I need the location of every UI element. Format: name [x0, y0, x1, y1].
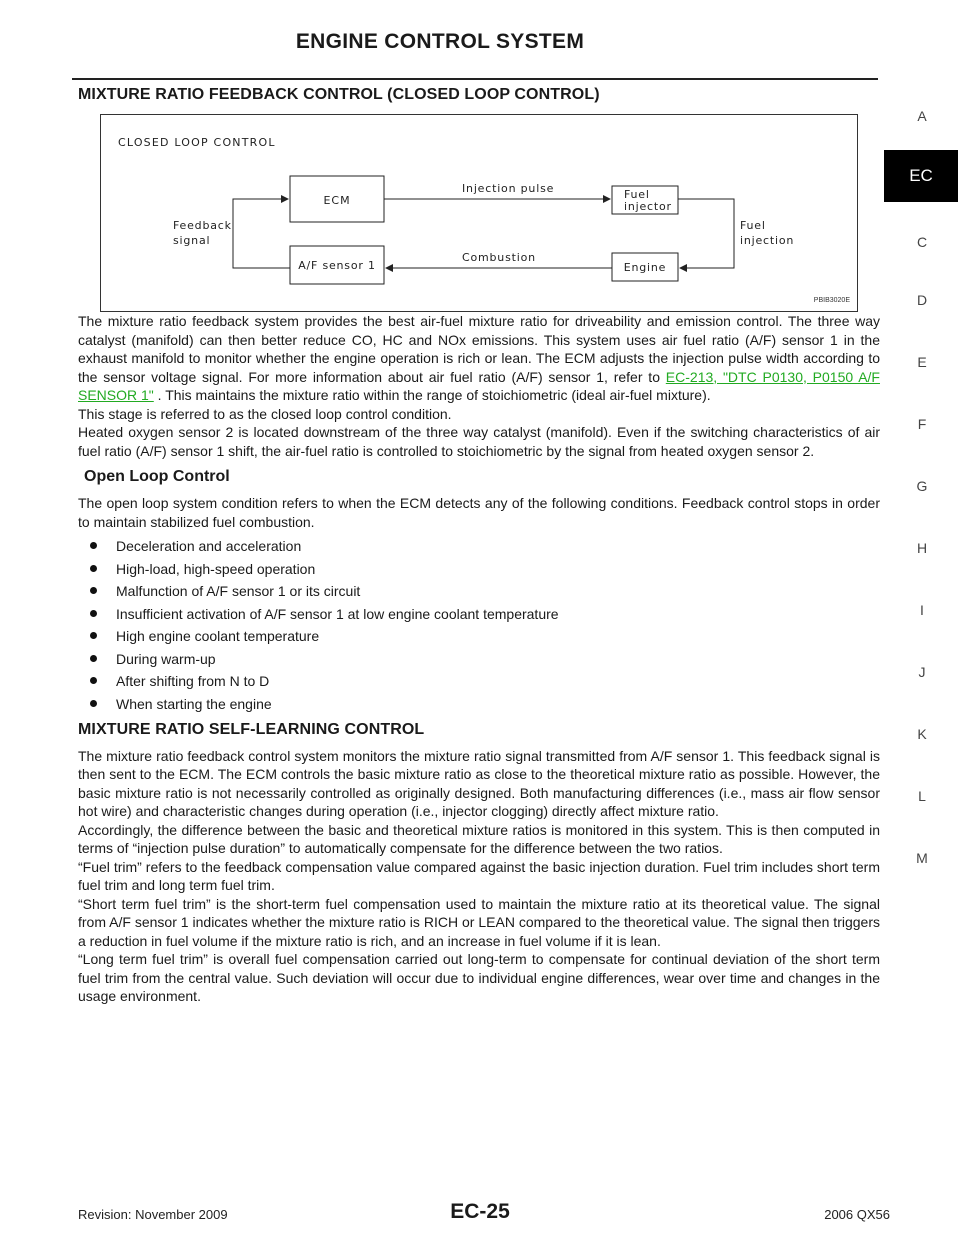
- feedback-label-line1: Feedback: [173, 219, 232, 232]
- injection-pulse-label: Injection pulse: [462, 182, 555, 195]
- index-tab-m[interactable]: M: [916, 850, 928, 866]
- bullet-icon: [90, 632, 97, 639]
- index-tab-d[interactable]: D: [916, 292, 928, 308]
- bullet-icon: [90, 565, 97, 572]
- fuel-injector-label-line1: Fuel: [624, 188, 650, 201]
- list-item-text: High-load, high-speed operation: [116, 560, 316, 577]
- bullet-icon: [90, 542, 97, 549]
- page-header-title: ENGINE CONTROL SYSTEM: [295, 30, 585, 53]
- bullet-icon: [90, 610, 97, 617]
- closed-loop-paragraph-1: [78, 312, 880, 405]
- list-item-text: Insufficient activation of A/F sensor 1 at low engine coolant temperature: [116, 605, 559, 622]
- list-item-text: During warm-up: [116, 650, 216, 667]
- self-learning-paragraph-2: Accordingly, the difference between the basic and theoretical mixture ratios is monitored in this system. This is then computed in terms of “injection pulse duration” to automatically compensate for the difference between the two ratios.: [78, 821, 880, 856]
- list-item-text: High engine coolant temperature: [116, 628, 320, 644]
- self-learning-paragraph-4: “Short term fuel trim” is the short-term fuel compensation used to maintain the mixture ratio at its theoretical value. The signal from A/F sensor 1 indicates whether the mixture ratio is RICH or LEAN compared to the theoretical value. The signal then triggers a reduction in fuel volume if the mixture ratio is rich, and an increase in fuel volume if it is lean.: [78, 895, 880, 949]
- index-tab-g[interactable]: G: [916, 478, 928, 494]
- index-tab-l[interactable]: L: [918, 788, 926, 804]
- ecm-label: ECM: [323, 194, 351, 207]
- list-item: [84, 605, 880, 623]
- index-tab-j[interactable]: J: [918, 664, 926, 680]
- index-tab-ec[interactable]: EC: [884, 150, 958, 202]
- fuel-injection-label-line2: injection: [740, 234, 795, 247]
- feedback-label-line2: signal: [173, 234, 211, 247]
- list-item: [84, 695, 880, 713]
- footer-revision: Revision: November 2009: [78, 1207, 228, 1222]
- diagram-code: PBIB3020E: [813, 297, 850, 304]
- self-learning-paragraph-3: “Fuel trim” refers to the feedback compensation value compared against the basic injection duration. Fuel trim includes short term fuel trim and long term fuel trim.: [78, 858, 880, 893]
- closed-loop-diagram: [100, 114, 858, 312]
- section-heading-closed-loop: MIXTURE RATIO FEEDBACK CONTROL (CLOSED LOOP CONTROL): [78, 86, 600, 103]
- closed-loop-paragraph-3: Heated oxygen sensor 2 is located downstream of the three way catalyst (manifold). Even if the switching characteristics of air fuel ratio (A/F) sensor 1 shift, the air-fuel ratio is controlled to stoichiometric by the signal from heated oxygen sensor 2.: [78, 424, 880, 459]
- bullet-icon: [90, 700, 97, 707]
- list-item: [84, 582, 880, 600]
- index-tab-h[interactable]: H: [916, 540, 928, 556]
- list-item: [84, 672, 880, 690]
- footer-model: 2006 QX56: [824, 1207, 890, 1222]
- bullet-icon: [90, 587, 97, 594]
- index-tab-c[interactable]: C: [916, 234, 928, 250]
- bullet-icon: [90, 655, 97, 662]
- header-divider: [72, 78, 878, 80]
- list-item: [84, 560, 880, 578]
- closed-loop-diagram-svg: [100, 114, 858, 312]
- closed-loop-text-a: The mixture ratio feedback system provides the best air-fuel mixture ratio for driveability and emission control. The three way catalyst (manifold) can then better reduce CO, HC and NOx emissions. This system uses air fuel ratio (A/F) sensor 1 in the exhaust manifold to monitor whether the engine operation is rich or lean. The ECM adjusts the injection pulse width according to the sensor voltage signal. For more information about air fuel ratio (A/F) sensor 1, refer to: [78, 313, 880, 385]
- section-heading-self-learning: MIXTURE RATIO SELF-LEARNING CONTROL: [78, 720, 425, 738]
- footer-page-number: EC-25: [450, 1200, 510, 1223]
- list-item-text: When starting the engine: [116, 695, 272, 712]
- open-loop-heading: Open Loop Control: [84, 468, 230, 485]
- list-item-text: Deceleration and acceleration: [116, 538, 302, 554]
- engine-label: Engine: [623, 261, 667, 274]
- closed-loop-text-b: . This maintains the mixture ratio within the range of stoichiometric (ideal air-fuel mixture).: [153, 387, 711, 403]
- feedback-signal-arrow: [233, 199, 290, 268]
- fuel-injector-label-line2: injector: [624, 200, 672, 213]
- self-learning-paragraph-1: The mixture ratio feedback control system monitors the mixture ratio signal transmitted from A/F sensor 1. This feedback signal is then sent to the ECM. The ECM controls the basic mixture ratio as close to the theoretical mixture ratio as possible. However, the basic mixture ratio is not necessarily controlled as originally designed. Both manufacturing differences (i.e., mass air flow sensor hot wire) and characteristic changes during operation (i.e., injector clogging) directly affect mixture ratio.: [78, 747, 880, 819]
- bullet-icon: [90, 677, 97, 684]
- open-loop-intro: The open loop system condition refers to when the ECM detects any of the following conditions. Feedback control stops in order to maintain stabilized fuel combustion.: [78, 495, 880, 530]
- index-tab-i[interactable]: I: [920, 602, 924, 618]
- page-content: [78, 86, 880, 1006]
- list-item: [84, 650, 880, 668]
- index-tab-f[interactable]: F: [917, 416, 927, 432]
- self-learning-paragraph-5: “Long term fuel trim” is overall fuel compensation carried out long-term to compensate for continual deviation of the short term fuel trim from the central value. Such deviation will occur due to individual engine differences, wear over time and changes in the usage environment.: [78, 951, 880, 1004]
- index-tab-a[interactable]: A: [917, 108, 927, 124]
- list-item: [84, 537, 880, 555]
- list-item: [84, 627, 880, 645]
- af-sensor-reference-link[interactable]: EC-213, "DTC P0130, P0150 A/F SENSOR 1": [78, 368, 880, 403]
- list-item-text: Malfunction of A/F sensor 1 or its circuit: [116, 583, 361, 599]
- open-loop-conditions-list: [84, 537, 880, 713]
- fuel-injection-label-line1: Fuel: [740, 219, 766, 232]
- index-tab-k[interactable]: K: [917, 726, 927, 742]
- fuel-injection-arrow: [678, 199, 734, 268]
- list-item-text: After shifting from N to D: [116, 673, 270, 689]
- combustion-label: Combustion: [462, 251, 536, 264]
- closed-loop-paragraph-2: This stage is referred to as the closed loop control condition.: [78, 405, 452, 422]
- af-sensor-label: A/F sensor 1: [298, 259, 376, 272]
- diagram-title: CLOSED LOOP CONTROL: [118, 136, 276, 149]
- index-tab-e[interactable]: E: [917, 354, 927, 370]
